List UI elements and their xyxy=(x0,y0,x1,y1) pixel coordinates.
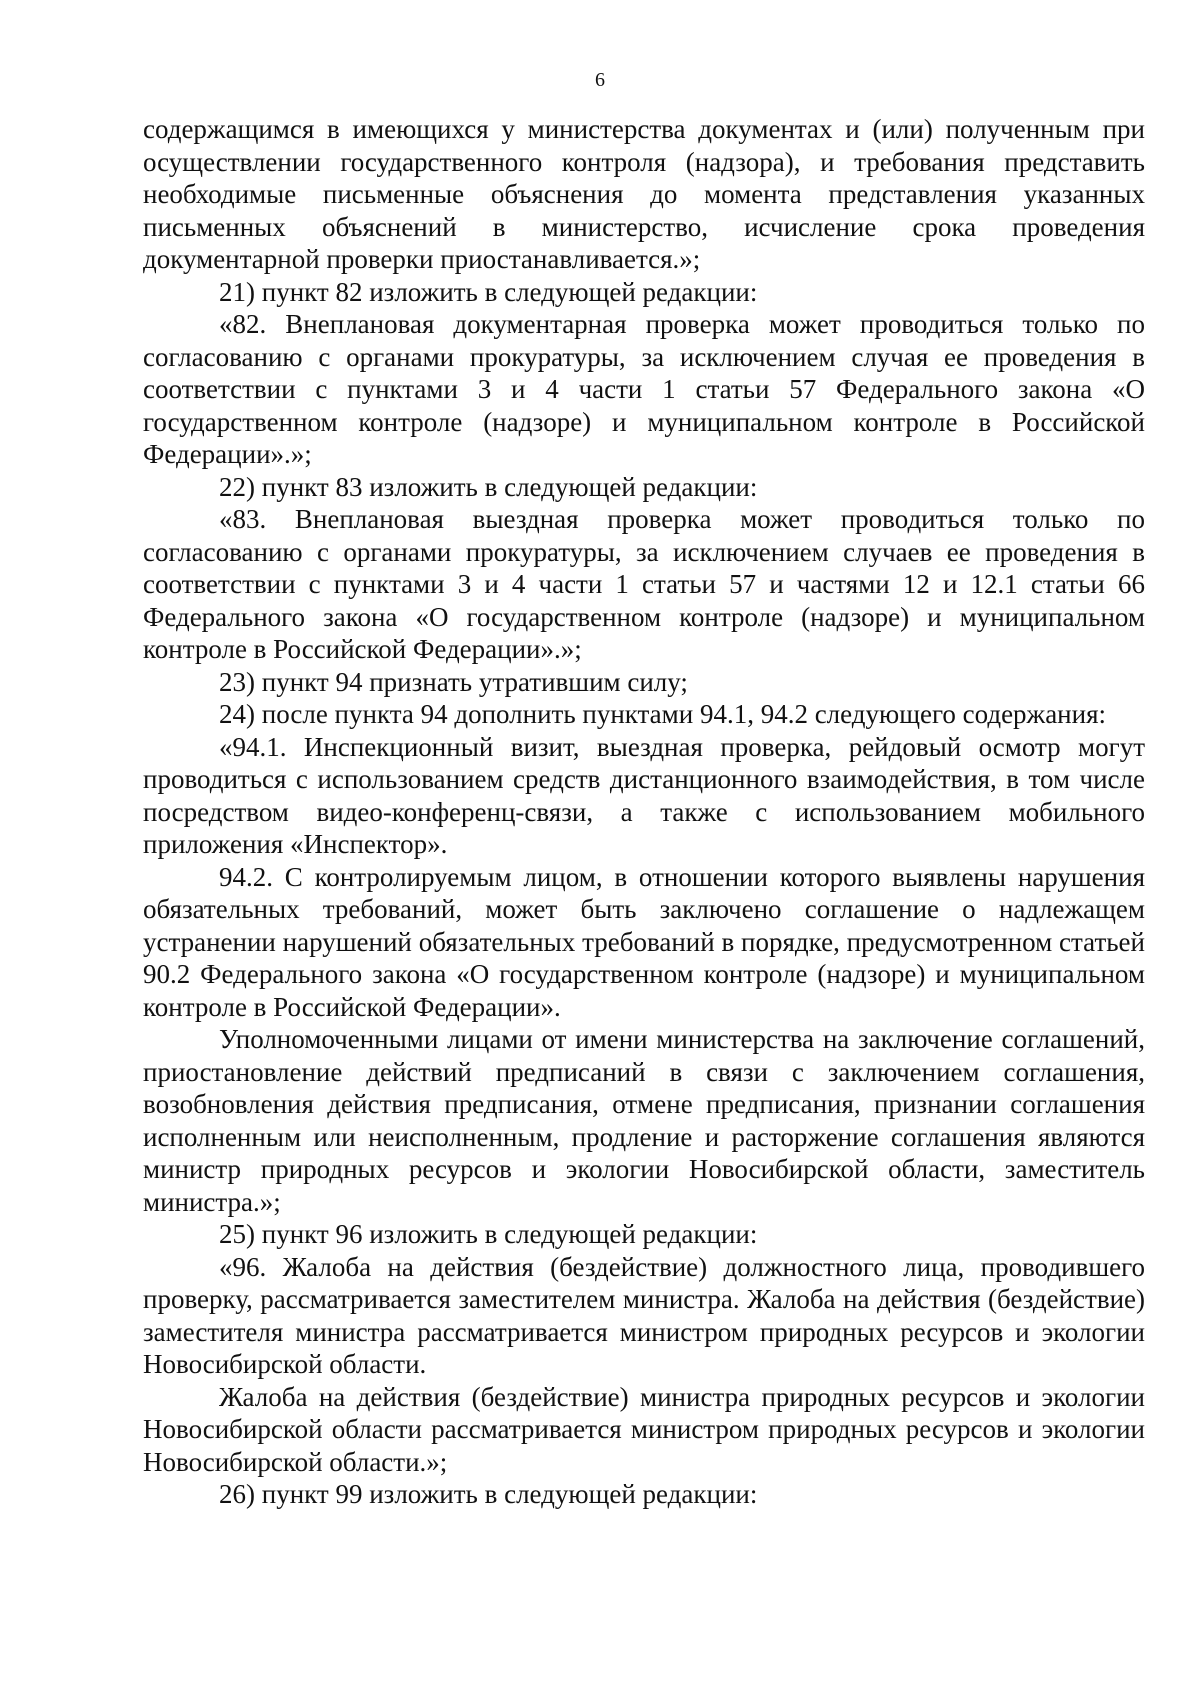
page-number: 6 xyxy=(595,69,605,91)
paragraph-point-83: «83. Внеплановая выездная проверка может проводиться только по согласованию с органами прокуратуры, за исключением случаев ее проведения в соответствии с пунктами 3 и 4 части 1 статьи 57 и частями 12 и 12.1 статьи 66 Федерального закона «О государственном контроле (надзоре) и муниципальном контроле в Российской Федерации».»; xyxy=(143,504,1145,664)
paragraph-item-22: 22) пункт 83 изложить в следующей редакции: xyxy=(219,471,758,502)
paragraph-item-26: 26) пункт 99 изложить в следующей редакции: xyxy=(219,1479,758,1509)
document-body xyxy=(143,113,1145,1511)
paragraph-point-96: «96. Жалоба на действия (бездействие) должностного лица, проводившего проверку, рассматривается заместителем министра. Жалоба на действия (бездействие) заместителя министра рассматривается министром природных ресурсов и экологии Новосибирской области. xyxy=(143,1251,1145,1379)
paragraph-item-23: 23) пункт 94 признать утратившим силу; xyxy=(219,666,688,697)
paragraph-complaint-minister: Жалоба на действия (бездействие) министра природных ресурсов и экологии Новосибирской области рассматривается министром природных ресурсов и экологии Новосибирской области.»; xyxy=(143,1381,1145,1477)
paragraph-item-25: 25) пункт 96 изложить в следующей редакции: xyxy=(219,1219,758,1249)
paragraph-item-24: 24) после пункта 94 дополнить пунктами 94.1, 94.2 следующего содержания: xyxy=(219,699,1107,729)
paragraph-item-21: 21) пункт 82 изложить в следующей редакции: xyxy=(219,276,758,307)
paragraph-point-94-2: 94.2. С контролируемым лицом, в отношении которого выявлены нарушения обязательных требований, может быть заключено соглашение о надлежащем устранении нарушений обязательных требований в порядке, предусмотренном статьей 90.2 Федерального закона «О государственном контроле (надзоре) и муниципальном контроле в Российской Федерации». xyxy=(143,861,1145,1022)
paragraph-continuation: содержащимся в имеющихся у министерства документах и (или) полученным при осуществлении государственного контроля (надзора), и требования представить необходимые письменные объяснения до момента представления указанных письменных объяснений в министерство, исчисление срока проведения документарной проверки приостанавливается.»; xyxy=(143,114,1145,274)
paragraph-authorized-persons: Уполномоченными лицами от имени министерства на заключение соглашений, приостановление действий предписаний в связи с заключением соглашения, возобновления действия предписания, отмене предписания, признании соглашения исполненным или неисполненным, продление и расторжение соглашения являются министр природных ресурсов и экологии Новосибирской области, заместитель министра.»; xyxy=(143,1024,1145,1217)
paragraph-point-94-1: «94.1. Инспекционный визит, выездная проверка, рейдовый осмотр могут проводиться с использованием средств дистанционного взаимодействия, в том числе посредством видео-конференц-связи, а также с использованием мобильного приложения «Инспектор». xyxy=(143,731,1145,859)
paragraph-point-82: «82. Внеплановая документарная проверка может проводиться только по согласованию с органами прокуратуры, за исключением случая ее проведения в соответствии с пунктами 3 и 4 части 1 статьи 57 Федерального закона «О государственном контроле (надзоре) и муниципальном контроле в Российской Федерации».»; xyxy=(143,309,1145,469)
